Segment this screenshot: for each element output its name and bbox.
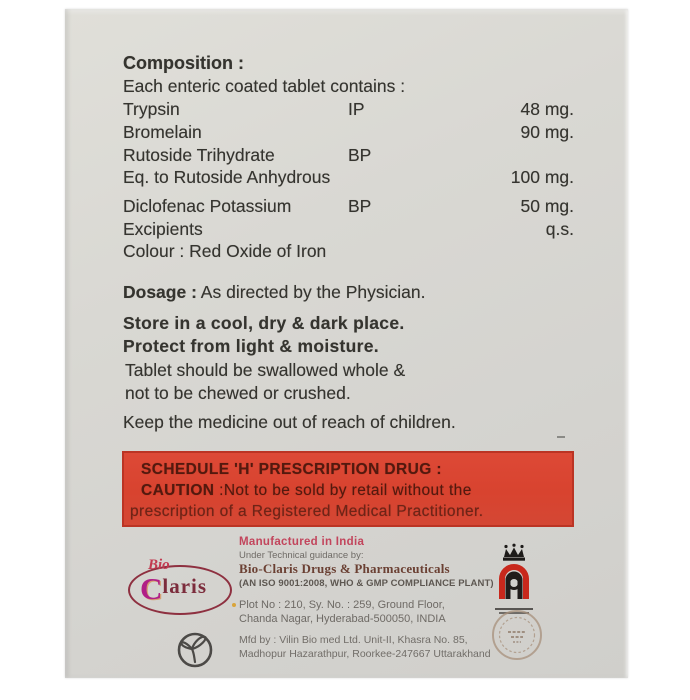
carton-back-panel: [65, 9, 628, 678]
swallow-line-1: Tablet should be swallowed whole &: [125, 360, 406, 380]
company-name: Bio-Claris Drugs & Pharmaceuticals: [239, 561, 450, 576]
claris-logo-text: [140, 571, 207, 607]
mfd-line-1: Mfd by : Vilin Bio med Ltd. Unit-II, Khasra No. 85,: [239, 634, 468, 646]
composition-title: Composition :: [123, 53, 244, 73]
quantity: 50 mg.: [520, 196, 574, 216]
ingredient-name: Rutoside Trihydrate: [123, 145, 275, 165]
certification-seal-icon: [489, 607, 545, 663]
pharmacopeia: BP: [348, 145, 372, 165]
address-line-2: Chanda Nagar, Hyderabad-500050, INDIA: [239, 613, 446, 625]
ingredient-name: Diclofenac Potassium: [123, 196, 292, 216]
table-row: [123, 196, 574, 218]
address-line-1: Plot No : 210, Sy. No. : 259, Ground Floor,: [239, 599, 445, 611]
pharmacopeia: BP: [348, 196, 372, 216]
keep-away-line: Keep the medicine out of reach of children.: [123, 412, 456, 432]
storage-line-1: Store in a cool, dry & dark place.: [123, 313, 405, 333]
table-row: [123, 122, 574, 144]
dosage-text: As directed by the Physician.: [196, 282, 426, 302]
claris-initial: C: [140, 571, 163, 606]
quantity: 100 mg.: [510, 167, 574, 187]
bio-claris-logo: [128, 557, 234, 615]
caution-text: :Not to be sold by retail without the: [214, 482, 472, 499]
swallow-line-2: not to be chewed or crushed.: [125, 383, 351, 403]
warning-line-1: SCHEDULE 'H' PRESCRIPTION DRUG :: [141, 461, 442, 478]
guidance-label: Under Technical guidance by:: [239, 550, 364, 561]
pharmacopeia: IP: [348, 99, 365, 119]
dosage-label: Dosage :: [123, 282, 197, 302]
quantity: 90 mg.: [520, 122, 574, 142]
warning-line-2: [141, 482, 472, 500]
composition-subtitle: Each enteric coated tablet contains :: [123, 76, 406, 96]
iso-certification-line: (AN ISO 9001:2008, WHO & GMP COMPLIANCE PLANT): [239, 578, 494, 589]
storage-line-2: Protect from light & moisture.: [123, 336, 379, 356]
ingredient-name: Eq. to Rutoside Anhydrous: [123, 167, 331, 187]
table-row: [123, 219, 574, 241]
ingredient-name: Trypsin: [123, 99, 180, 119]
bio-logo-text: Bio: [148, 557, 170, 573]
table-row: [123, 145, 574, 167]
warning-line-3: prescription of a Registered Medical Practitioner.: [130, 503, 484, 520]
mfd-line-2: Madhopur Hazarathpur, Roorkee-247667 Uttarakhand: [239, 648, 491, 660]
vilin-circle-logo-icon: [175, 630, 215, 670]
quantity: q.s.: [545, 219, 574, 239]
table-row: [123, 167, 574, 189]
dosage-line: [123, 282, 426, 303]
colour-line: Colour : Red Oxide of Iron: [123, 241, 327, 261]
quantity: 48 mg.: [520, 99, 574, 119]
caution-label: CAUTION: [141, 482, 215, 499]
claris-rest: laris: [162, 574, 208, 598]
table-row: [123, 99, 574, 121]
schedule-h-warning-box: [122, 451, 574, 527]
print-mark: [557, 436, 565, 438]
made-in-india-label: Manufactured in India: [239, 536, 365, 548]
crown-accreditation-icon: [493, 543, 535, 617]
ingredient-name: Excipients: [123, 219, 203, 239]
composition-table: [123, 99, 574, 339]
logo-accent-dot-icon: [232, 603, 236, 607]
ingredient-name: Bromelain: [123, 122, 202, 142]
